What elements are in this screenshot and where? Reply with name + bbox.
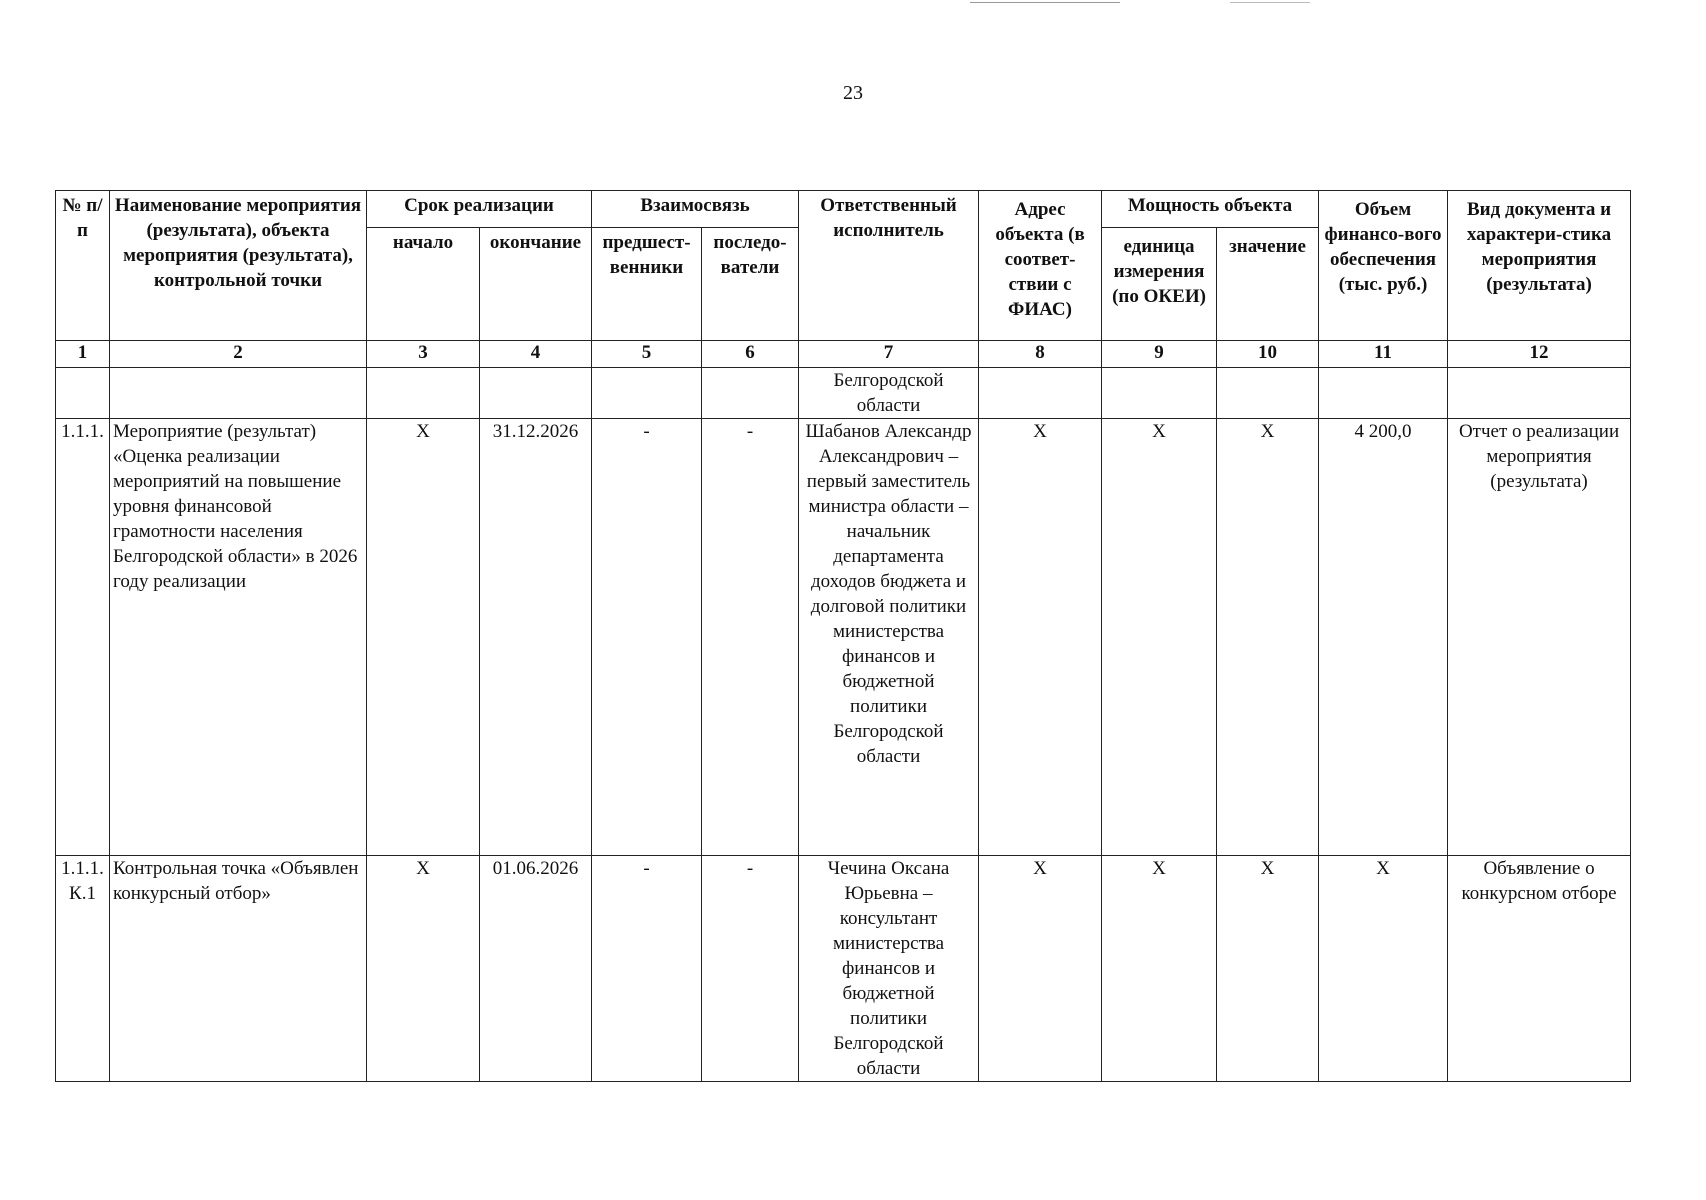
row-num: 1.1.1. К.1: [56, 856, 110, 1082]
top-rule: [970, 2, 1120, 3]
header-finance: Объем финансо-вого обеспечения (тыс. руб.): [1319, 191, 1448, 341]
row-end: 01.06.2026: [480, 856, 592, 1082]
table-cell: [702, 368, 799, 419]
row-unit: X: [1102, 419, 1217, 856]
row-prev: -: [592, 419, 702, 856]
row-value: X: [1217, 856, 1319, 1082]
table-cell: [110, 368, 367, 419]
column-numbers-row: [56, 341, 1631, 368]
row-responsible: Чечина Оксана Юрьевна – консультант министерства финансов и бюджетной политики Белгородской области: [799, 856, 979, 1082]
row-start: X: [367, 856, 480, 1082]
row-address: X: [979, 856, 1102, 1082]
row-start: X: [367, 419, 480, 856]
header-link-prev: предшест-венники: [592, 228, 702, 341]
header-doc: Вид документа и характери-стика мероприятия (результата): [1448, 191, 1631, 341]
column-number: 12: [1448, 341, 1631, 368]
row-finance: 4 200,0: [1319, 419, 1448, 856]
header-capacity: Мощность объекта: [1102, 191, 1319, 228]
header-term: Срок реализации: [367, 191, 592, 228]
row-name: Контрольная точка «Объявлен конкурсный отбор»: [110, 856, 367, 1082]
table-row: [56, 419, 1631, 856]
row-doc: Объявление о конкурсном отборе: [1448, 856, 1631, 1082]
row-end: 31.12.2026: [480, 419, 592, 856]
column-number: 5: [592, 341, 702, 368]
header-num: № п/п: [56, 191, 110, 341]
page-number: 23: [843, 82, 863, 104]
header-link: Взаимосвязь: [592, 191, 799, 228]
activities-table: [55, 190, 1631, 1082]
row-doc: Отчет о реализации мероприятия (результата): [1448, 419, 1631, 856]
row-address: X: [979, 419, 1102, 856]
row-next: -: [702, 419, 799, 856]
table-cell: [1448, 368, 1631, 419]
column-number: 11: [1319, 341, 1448, 368]
column-number: 8: [979, 341, 1102, 368]
header-capacity-unit: единица измерения (по ОКЕИ): [1102, 228, 1217, 341]
table-cell: [480, 368, 592, 419]
table-cell: [979, 368, 1102, 419]
top-rule: [1230, 2, 1310, 3]
header-name: Наименование мероприятия (результата), объекта мероприятия (результата), контрольной точки: [110, 191, 367, 341]
continuation-responsible: Белгородской области: [799, 368, 979, 419]
header-row: [56, 191, 1631, 228]
row-responsible: Шабанов Александр Александрович – первый заместитель министра области – начальник департамента доходов бюджета и долговой политики министерства финансов и бюджетной политики Белгородской области: [799, 419, 979, 856]
header-term-end: окончание: [480, 228, 592, 341]
table-cell: [1102, 368, 1217, 419]
header-term-start: начало: [367, 228, 480, 341]
row-finance: X: [1319, 856, 1448, 1082]
column-number: 6: [702, 341, 799, 368]
table-cell: [1217, 368, 1319, 419]
column-number: 2: [110, 341, 367, 368]
table-cell: [1319, 368, 1448, 419]
row-unit: X: [1102, 856, 1217, 1082]
row-next: -: [702, 856, 799, 1082]
table-row: [56, 856, 1631, 1082]
header-address: Адрес объекта (в соответ-ствии с ФИАС): [979, 191, 1102, 341]
column-number: 9: [1102, 341, 1217, 368]
row-name: Мероприятие (результат) «Оценка реализации мероприятий на повышение уровня финансовой грамотности населения Белгородской области» в 2026 году реализации: [110, 419, 367, 856]
table-cell: [592, 368, 702, 419]
row-value: X: [1217, 419, 1319, 856]
column-number: 1: [56, 341, 110, 368]
column-number: 10: [1217, 341, 1319, 368]
table-cell: [56, 368, 110, 419]
row-prev: -: [592, 856, 702, 1082]
header-link-next: последо-ватели: [702, 228, 799, 341]
table-cell: [367, 368, 480, 419]
header-capacity-value: значение: [1217, 228, 1319, 341]
column-number: 7: [799, 341, 979, 368]
column-number: 4: [480, 341, 592, 368]
row-num: 1.1.1.: [56, 419, 110, 856]
continuation-row: [56, 368, 1631, 419]
header-responsible: Ответственный исполнитель: [799, 191, 979, 341]
column-number: 3: [367, 341, 480, 368]
